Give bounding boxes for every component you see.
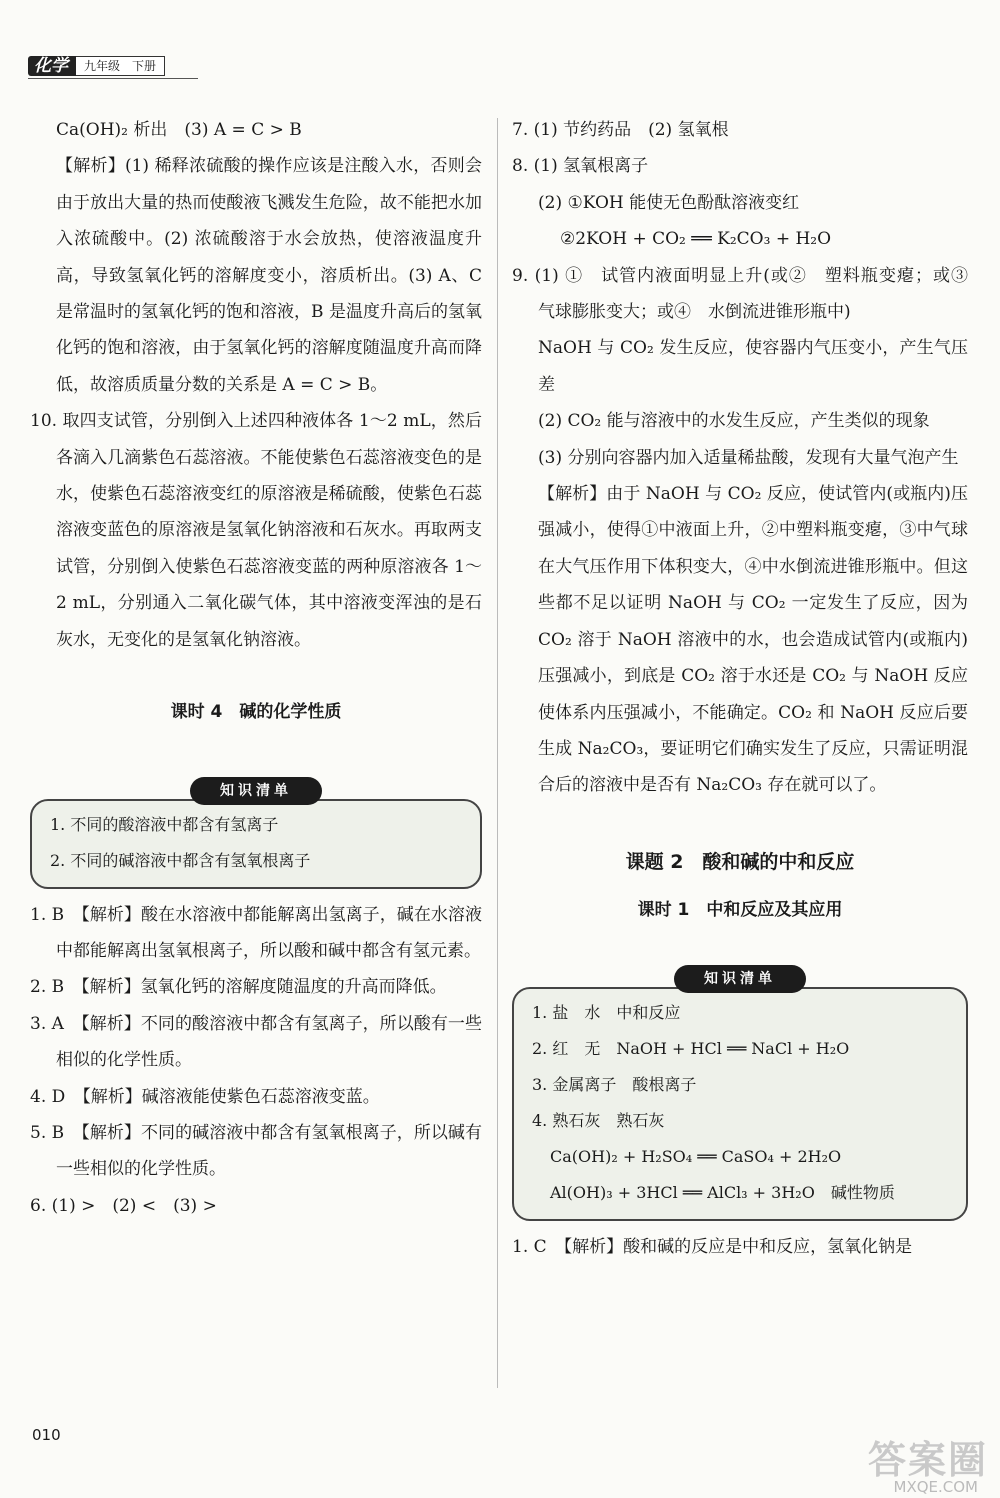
answer-10: 10. 取四支试管，分别倒入上述四种液体各 1～2 mL，然后各滴入几滴紫色石蕊溶液。不能使紫色石蕊溶液变色的是水，使紫色石蕊溶液变红的原溶液是稀硫酸，使紫色石蕊溶液变蓝色的原溶液是氢氧化钠溶液和石灰水。再取两支试管，分别倒入使紫色石蕊溶液变蓝的两种原溶液各 1～2 mL，分别通入二氧化碳气体，其中溶液变浑浊的是石灰水，无变化的是氢氧化钠溶液。 <box>30 411 482 650</box>
knowledge-item: 3. 金属离子 酸根离子 <box>532 1074 697 1094</box>
knowledge-box <box>512 987 968 1221</box>
answer-1: 1. C 【解析】酸和碱的反应是中和反应，氢氧化钠是 <box>512 1236 913 1257</box>
knowledge-box <box>30 799 482 889</box>
answer-8-equation: ②2KOH + CO₂ ══ K₂CO₃ + H₂O <box>560 229 832 250</box>
column-divider <box>497 118 498 1388</box>
knowledge-item: Al(OH)₃ + 3HCl ══ AlCl₃ + 3H₂O 碱性物质 <box>550 1182 895 1202</box>
lesson-title: 课时 4 碱的化学性质 <box>170 702 342 723</box>
answer-9-3: (3) 分别向容器内加入适量稀盐酸，发现有大量气泡产生 <box>538 447 959 468</box>
grade-label: 九年级 下册 <box>76 56 165 76</box>
subject-logo: 化学 <box>28 56 76 76</box>
answer-4: 4. D 【解析】碱溶液能使紫色石蕊溶液变蓝。 <box>30 1086 380 1107</box>
answer-9-2: (2) CO₂ 能与溶液中的水发生反应，产生类似的现象 <box>538 411 930 432</box>
page-header <box>28 56 165 76</box>
answer-8-2: (2) ①KOH 能使无色酚酞溶液变红 <box>538 192 800 213</box>
answer-3: 3. A 【解析】不同的酸溶液中都含有氢离子，所以酸有一些相似的化学性质。 <box>30 1013 482 1071</box>
knowledge-item: Ca(OH)₂ + H₂SO₄ ══ CaSO₄ + 2H₂O <box>550 1146 842 1166</box>
left-column <box>30 112 482 1224</box>
knowledge-item: 2. 红 无 NaOH + HCl ══ NaCl + H₂O <box>532 1038 850 1058</box>
header-rule <box>28 78 198 79</box>
answer-text: Ca(OH)₂ 析出 (3) A = C > B <box>56 120 302 140</box>
answer-5: 5. B 【解析】不同的碱溶液中都含有氢氧根离子，所以碱有一些相似的化学性质。 <box>30 1122 482 1180</box>
answer-9-explain: NaOH 与 CO₂ 发生反应，使容器内气压变小，产生气压差 <box>538 338 968 395</box>
knowledge-label: 知识清单 <box>190 777 322 805</box>
analysis-text: 【解析】(1) 稀释浓硫酸的操作应该是注酸入水，否则会由于放出大量的热而使酸液飞溅发生危险，故不能把水加入浓硫酸中。(2) 浓硫酸溶于水会放热，使溶液温度升高，导致氢氧化钙的溶解度变小，溶质析出。(3) A、C 是常温时的氢氧化钙的饱和溶液，B 是温度升高后的氢氧化钙的饱和溶液，由于氢氧化钙的溶解度随温度升高而降低，故溶质质量分数的关系是 A = C > B。 <box>56 156 482 395</box>
knowledge-item: 4. 熟石灰 熟石灰 <box>532 1110 665 1130</box>
analysis-text: 【解析】由于 NaOH 与 CO₂ 反应，使试管内(或瓶内)压强减小，使得①中液面上升，②中塑料瓶变瘪，③中气球在大气压作用下体积变大，④中水倒流进锥形瓶中。但这些都不足以证明 NaOH 与 CO₂ 一定发生了反应，因为 CO₂ 溶于 NaOH 溶液中的水，也会造成试管内(或瓶内)压强减小，到底是 CO₂ 溶于水还是 CO₂ 与 NaOH 反应使体系内压强减小，不能确定。CO₂ 和 NaOH 反应后要生成 Na₂CO₃，要证明它们确实发生了反应，只需证明混合后的溶液中是否有 Na₂CO₃ 存在就可以了。 <box>538 484 968 796</box>
answer-2: 2. B 【解析】氢氧化钙的溶解度随温度的升高而降低。 <box>30 977 447 998</box>
lesson-title: 课时 1 中和反应及其应用 <box>637 900 843 921</box>
right-column <box>512 112 985 1265</box>
answer-8: 8. (1) 氢氧根离子 <box>512 156 649 177</box>
topic-title: 课题 2 酸和碱的中和反应 <box>625 850 855 873</box>
answer-9: 9. (1) ① 试管内液面明显上升(或② 塑料瓶变瘪；或③ 气球膨胀变大；或④ 水倒流进锥形瓶中) <box>512 265 985 323</box>
page-number: 010 <box>32 1426 61 1444</box>
watermark-url: MXQE.COM <box>893 1478 978 1496</box>
answer-1: 1. B 【解析】酸在水溶液中都能解离出氢离子，碱在水溶液中都能解离出氢氧根离子，所以酸和碱中都含有氢元素。 <box>30 904 482 961</box>
knowledge-item: 2. 不同的碱溶液中都含有氢氧根离子 <box>50 850 311 870</box>
knowledge-item: 1. 盐 水 中和反应 <box>532 1002 681 1022</box>
knowledge-label: 知识清单 <box>674 965 806 993</box>
answer-6: 6. (1) > (2) < (3) > <box>30 1195 217 1216</box>
answer-7: 7. (1) 节约药品 (2) 氢氧根 <box>512 120 729 140</box>
watermark-logo: 答案圈 <box>867 1438 988 1482</box>
knowledge-item: 1. 不同的酸溶液中都含有氢离子 <box>50 814 279 834</box>
